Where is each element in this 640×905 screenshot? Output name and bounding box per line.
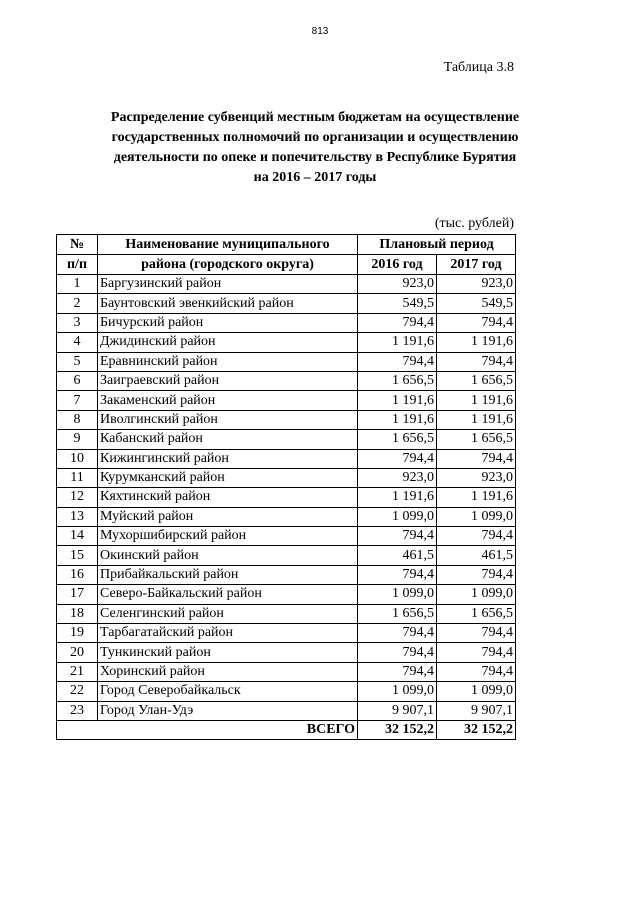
district-name: Бичурский район	[98, 313, 358, 332]
table-row	[57, 468, 516, 487]
district-name: Мухоршибирский район	[98, 527, 358, 546]
value-2016: 794,4	[358, 352, 437, 371]
district-name: Тункинский район	[98, 643, 358, 662]
table-row	[57, 275, 516, 294]
table-row	[57, 352, 516, 371]
district-name: Еравнинский район	[98, 352, 358, 371]
value-2016: 794,4	[358, 643, 437, 662]
value-2017: 9 907,1	[437, 701, 516, 720]
district-name: Закаменский район	[98, 391, 358, 410]
table-row	[57, 624, 516, 643]
value-2016: 461,5	[358, 546, 437, 565]
district-name: Джидинский район	[98, 333, 358, 352]
table-label: Таблица 3.8	[443, 60, 514, 75]
district-name: Заиграевский район	[98, 371, 358, 390]
value-2017: 794,4	[437, 565, 516, 584]
value-2016: 794,4	[358, 313, 437, 332]
value-2017: 794,4	[437, 527, 516, 546]
district-name: Селенгинский район	[98, 604, 358, 623]
total-blank-cell	[57, 720, 98, 739]
value-2017: 794,4	[437, 313, 516, 332]
header-year-2017: 2017 год	[437, 255, 516, 275]
district-name: Город Северобайкальск	[98, 682, 358, 701]
table-row	[57, 294, 516, 313]
value-2017: 1 191,6	[437, 410, 516, 429]
table-row	[57, 430, 516, 449]
title-line: деятельности по опеке и попечительству в Республике Бурятия	[113, 150, 517, 165]
table-row	[57, 371, 516, 390]
total-2017: 32 152,2	[437, 720, 516, 739]
value-2017: 794,4	[437, 352, 516, 371]
district-name: Кяхтинский район	[98, 488, 358, 507]
table-row	[57, 643, 516, 662]
district-name: Курумканский район	[98, 468, 358, 487]
total-2016: 32 152,2	[358, 720, 437, 739]
district-name: Кабанский район	[98, 430, 358, 449]
value-2016: 1 656,5	[358, 371, 437, 390]
district-name: Баунтовский эвенкийский район	[98, 294, 358, 313]
table-row	[57, 604, 516, 623]
row-number: 10	[57, 449, 98, 468]
district-name: Хоринский район	[98, 662, 358, 681]
value-2016: 1 099,0	[358, 585, 437, 604]
subvention-table	[56, 234, 516, 740]
district-name: Иволгинский район	[98, 410, 358, 429]
table-row	[57, 507, 516, 526]
table-row	[57, 313, 516, 332]
value-2016: 1 656,5	[358, 430, 437, 449]
value-2017: 1 656,5	[437, 371, 516, 390]
row-number: 6	[57, 371, 98, 390]
district-name: Кижингинский район	[98, 449, 358, 468]
value-2017: 1 099,0	[437, 682, 516, 701]
value-2017: 1 191,6	[437, 391, 516, 410]
value-2017: 794,4	[437, 643, 516, 662]
district-name: Прибайкальский район	[98, 565, 358, 584]
title-line: на 2016 – 2017 годы	[253, 170, 377, 185]
units-note: (тыс. рублей)	[434, 216, 514, 231]
row-number: 11	[57, 468, 98, 487]
value-2016: 1 656,5	[358, 604, 437, 623]
table-row	[57, 682, 516, 701]
table-row	[57, 449, 516, 468]
value-2016: 794,4	[358, 624, 437, 643]
table-row	[57, 662, 516, 681]
header-year-2016: 2016 год	[358, 255, 437, 275]
row-number: 23	[57, 701, 98, 720]
value-2017: 1 191,6	[437, 333, 516, 352]
header-num-line1: №	[57, 235, 98, 255]
value-2017: 549,5	[437, 294, 516, 313]
value-2016: 1 191,6	[358, 488, 437, 507]
row-number: 12	[57, 488, 98, 507]
value-2016: 1 099,0	[358, 507, 437, 526]
header-num-line2: п/п	[57, 255, 98, 275]
row-number: 14	[57, 527, 98, 546]
value-2017: 1 656,5	[437, 604, 516, 623]
row-number: 20	[57, 643, 98, 662]
value-2017: 794,4	[437, 624, 516, 643]
value-2017: 1 099,0	[437, 585, 516, 604]
row-number: 1	[57, 275, 98, 294]
table-row	[57, 546, 516, 565]
value-2017: 794,4	[437, 662, 516, 681]
document-title	[50, 108, 580, 188]
header-row	[57, 255, 516, 275]
row-number: 4	[57, 333, 98, 352]
value-2016: 9 907,1	[358, 701, 437, 720]
table-row	[57, 410, 516, 429]
value-2016: 794,4	[358, 662, 437, 681]
table-row	[57, 565, 516, 584]
total-row	[57, 720, 516, 739]
value-2016: 1 191,6	[358, 410, 437, 429]
value-2016: 1 191,6	[358, 333, 437, 352]
value-2017: 923,0	[437, 275, 516, 294]
value-2016: 794,4	[358, 449, 437, 468]
header-name-line2: района (городского округа)	[98, 255, 358, 275]
page-number: 813	[311, 26, 329, 37]
value-2016: 794,4	[358, 565, 437, 584]
value-2016: 923,0	[358, 468, 437, 487]
district-name: Город Улан-Удэ	[98, 701, 358, 720]
district-name: Баргузинский район	[98, 275, 358, 294]
row-number: 21	[57, 662, 98, 681]
row-number: 8	[57, 410, 98, 429]
total-label: ВСЕГО	[98, 720, 358, 739]
table-row	[57, 527, 516, 546]
row-number: 3	[57, 313, 98, 332]
row-number: 9	[57, 430, 98, 449]
value-2017: 794,4	[437, 449, 516, 468]
district-name: Тарбагатайский район	[98, 624, 358, 643]
table-row	[57, 585, 516, 604]
table-row	[57, 701, 516, 720]
header-name-line1: Наименование муниципального	[98, 235, 358, 255]
district-name: Северо-Байкальский район	[98, 585, 358, 604]
value-2017: 1 191,6	[437, 488, 516, 507]
row-number: 2	[57, 294, 98, 313]
value-2016: 1 099,0	[358, 682, 437, 701]
row-number: 17	[57, 585, 98, 604]
district-name: Окинский район	[98, 546, 358, 565]
row-number: 15	[57, 546, 98, 565]
value-2017: 1 656,5	[437, 430, 516, 449]
district-name: Муйский район	[98, 507, 358, 526]
row-number: 18	[57, 604, 98, 623]
row-number: 5	[57, 352, 98, 371]
table-row	[57, 333, 516, 352]
header-period: Плановый период	[358, 235, 516, 255]
title-line: Распределение субвенций местным бюджетам на осуществление	[110, 110, 520, 125]
row-number: 7	[57, 391, 98, 410]
value-2016: 794,4	[358, 527, 437, 546]
value-2017: 923,0	[437, 468, 516, 487]
value-2016: 923,0	[358, 275, 437, 294]
value-2016: 549,5	[358, 294, 437, 313]
value-2017: 461,5	[437, 546, 516, 565]
header-row	[57, 235, 516, 255]
table-body	[57, 275, 516, 721]
table-row	[57, 488, 516, 507]
row-number: 13	[57, 507, 98, 526]
value-2016: 1 191,6	[358, 391, 437, 410]
row-number: 16	[57, 565, 98, 584]
row-number: 22	[57, 682, 98, 701]
value-2017: 1 099,0	[437, 507, 516, 526]
title-line: государственных полномочий по организации и осуществлению	[111, 130, 519, 145]
row-number: 19	[57, 624, 98, 643]
table-row	[57, 391, 516, 410]
